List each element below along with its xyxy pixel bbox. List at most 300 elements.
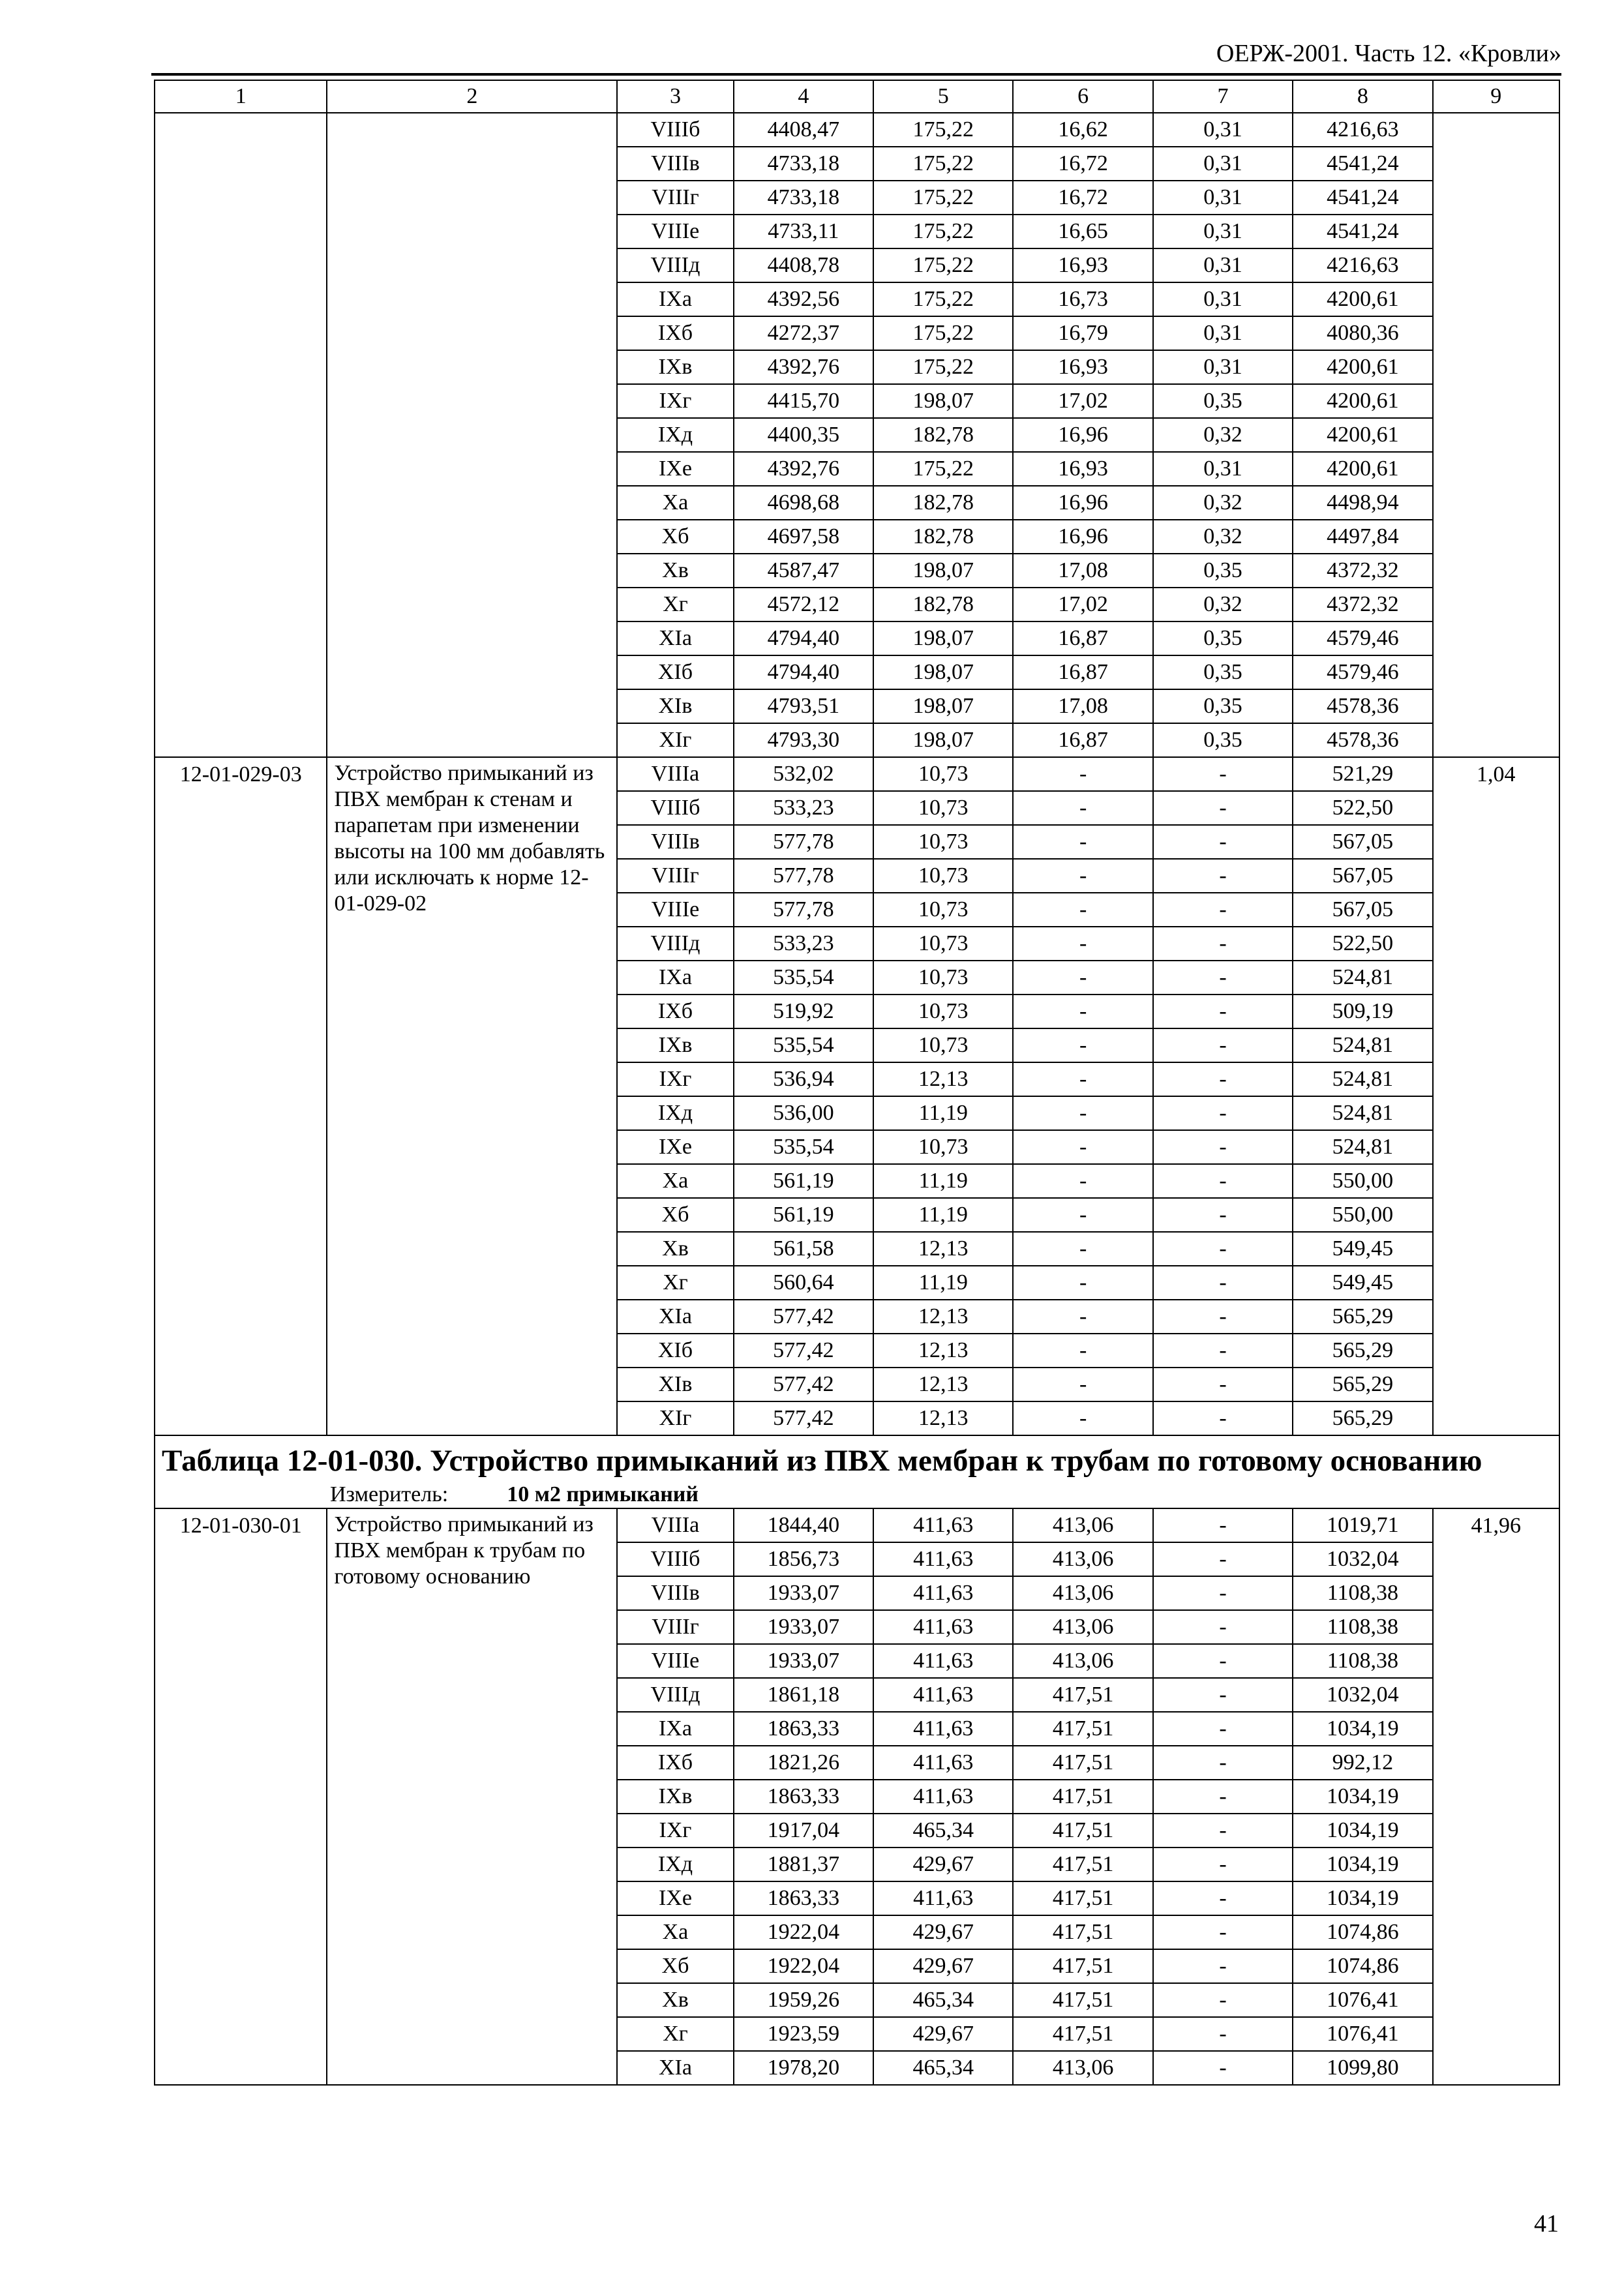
wages-cell: 12,13 (873, 1334, 1013, 1368)
machinery-cell: - (1013, 1028, 1152, 1062)
machinery-cell: 16,72 (1013, 147, 1152, 181)
direct-cost-cell: 4272,37 (734, 316, 873, 350)
machinery-cell: 417,51 (1013, 1814, 1152, 1848)
section-title: Таблица 12-01-030. Устройство примыканий из ПВХ мембран к трубам по готовому основанию (162, 1444, 1482, 1478)
wages-cell: 11,19 (873, 1096, 1013, 1130)
region-cell: VIIIб (617, 1542, 733, 1576)
machinery-cell: - (1013, 1334, 1152, 1368)
operator-wages-cell: 0,31 (1153, 215, 1293, 248)
direct-cost-cell: 4793,30 (734, 723, 873, 757)
operator-wages-cell: - (1153, 1983, 1293, 2017)
machinery-cell: 16,93 (1013, 248, 1152, 282)
direct-cost-cell: 4587,47 (734, 554, 873, 588)
region-cell: XIв (617, 689, 733, 723)
operator-wages-cell: - (1153, 2017, 1293, 2051)
direct-cost-cell: 535,54 (734, 1130, 873, 1164)
machinery-cell: 417,51 (1013, 2017, 1152, 2051)
machinery-cell: 16,93 (1013, 350, 1152, 384)
region-cell: IXг (617, 384, 733, 418)
column-number: 7 (1153, 80, 1293, 113)
operator-wages-cell: - (1153, 1300, 1293, 1334)
region-cell: IXе (617, 1881, 733, 1915)
wages-cell: 429,67 (873, 1848, 1013, 1881)
machinery-cell: 417,51 (1013, 1746, 1152, 1780)
region-cell: XIб (617, 1334, 733, 1368)
region-cell: XIа (617, 1300, 733, 1334)
wages-cell: 411,63 (873, 1712, 1013, 1746)
wages-cell: 12,13 (873, 1300, 1013, 1334)
region-cell: IXв (617, 1028, 733, 1062)
materials-cell: 4372,32 (1293, 554, 1432, 588)
table-body-second (155, 1508, 1559, 2085)
region-cell: IXб (617, 1746, 733, 1780)
region-cell: VIIIб (617, 113, 733, 147)
direct-cost-cell: 1933,07 (734, 1610, 873, 1644)
machinery-cell: - (1013, 1266, 1152, 1300)
direct-cost-cell: 577,42 (734, 1334, 873, 1368)
wages-cell: 465,34 (873, 2051, 1013, 2085)
operator-wages-cell: - (1153, 825, 1293, 859)
direct-cost-cell: 4408,47 (734, 113, 873, 147)
machinery-cell: - (1013, 1130, 1152, 1164)
operator-wages-cell: - (1153, 893, 1293, 927)
wages-cell: 175,22 (873, 113, 1013, 147)
direct-cost-cell: 1933,07 (734, 1576, 873, 1610)
operator-wages-cell: - (1153, 1232, 1293, 1266)
labor-cost-cell (1433, 113, 1559, 757)
machinery-cell: 16,96 (1013, 520, 1152, 554)
direct-cost-cell: 4408,78 (734, 248, 873, 282)
wages-cell: 10,73 (873, 859, 1013, 893)
machinery-cell: 16,96 (1013, 418, 1152, 452)
machinery-cell: 16,72 (1013, 181, 1152, 215)
region-cell: VIIIа (617, 757, 733, 791)
materials-cell: 522,50 (1293, 791, 1432, 825)
wages-cell: 10,73 (873, 791, 1013, 825)
direct-cost-cell: 4392,76 (734, 452, 873, 486)
materials-cell: 565,29 (1293, 1334, 1432, 1368)
region-cell: Xа (617, 1915, 733, 1949)
operator-wages-cell: 0,35 (1153, 723, 1293, 757)
materials-cell: 4200,61 (1293, 384, 1432, 418)
machinery-cell: 16,87 (1013, 655, 1152, 689)
wages-cell: 411,63 (873, 1780, 1013, 1814)
wages-cell: 411,63 (873, 1542, 1013, 1576)
direct-cost-cell: 1933,07 (734, 1644, 873, 1678)
region-cell: Xб (617, 520, 733, 554)
wages-cell: 411,63 (873, 1644, 1013, 1678)
materials-cell: 567,05 (1293, 893, 1432, 927)
operator-wages-cell: 0,32 (1153, 486, 1293, 520)
machinery-cell: 16,87 (1013, 723, 1152, 757)
direct-cost-cell: 4733,18 (734, 181, 873, 215)
materials-cell: 1074,86 (1293, 1915, 1432, 1949)
table-row (155, 113, 1559, 147)
region-cell: VIIIв (617, 1576, 733, 1610)
direct-cost-cell: 1844,40 (734, 1508, 873, 1542)
region-cell: Xа (617, 1164, 733, 1198)
region-cell: VIIIг (617, 859, 733, 893)
operator-wages-cell: - (1153, 1130, 1293, 1164)
column-number-row (155, 80, 1559, 113)
materials-cell: 4541,24 (1293, 181, 1432, 215)
region-cell: IXа (617, 282, 733, 316)
machinery-cell: 17,02 (1013, 588, 1152, 621)
wages-cell: 198,07 (873, 621, 1013, 655)
wages-cell: 429,67 (873, 2017, 1013, 2051)
machinery-cell: 413,06 (1013, 1508, 1152, 1542)
machinery-cell: - (1013, 961, 1152, 995)
region-cell: IXв (617, 1780, 733, 1814)
machinery-cell: 417,51 (1013, 1983, 1152, 2017)
region-cell: IXд (617, 1096, 733, 1130)
machinery-cell: 16,62 (1013, 113, 1152, 147)
norm-description-cell (327, 113, 617, 757)
machinery-cell: - (1013, 1368, 1152, 1401)
wages-cell: 182,78 (873, 486, 1013, 520)
direct-cost-cell: 577,42 (734, 1300, 873, 1334)
table-row (155, 1508, 1559, 1542)
wages-cell: 10,73 (873, 1130, 1013, 1164)
materials-cell: 1034,19 (1293, 1780, 1432, 1814)
direct-cost-cell: 1821,26 (734, 1746, 873, 1780)
direct-cost-cell: 577,78 (734, 825, 873, 859)
operator-wages-cell: - (1153, 1508, 1293, 1542)
region-cell: VIIIа (617, 1508, 733, 1542)
region-cell: Xб (617, 1949, 733, 1983)
materials-cell: 4372,32 (1293, 588, 1432, 621)
page-header: ОЕРЖ-2001. Часть 12. «Кровли» (1216, 40, 1561, 67)
wages-cell: 175,22 (873, 452, 1013, 486)
materials-cell: 565,29 (1293, 1401, 1432, 1435)
region-cell: VIIIг (617, 1610, 733, 1644)
norm-code-cell: 12-01-030-01 (155, 1508, 327, 2085)
wages-cell: 10,73 (873, 893, 1013, 927)
direct-cost-cell: 1861,18 (734, 1678, 873, 1712)
section-cell (155, 1435, 1559, 1508)
machinery-cell: 413,06 (1013, 1610, 1152, 1644)
direct-cost-cell: 4392,56 (734, 282, 873, 316)
materials-cell: 4200,61 (1293, 350, 1432, 384)
wages-cell: 12,13 (873, 1232, 1013, 1266)
machinery-cell: 16,87 (1013, 621, 1152, 655)
column-number: 8 (1293, 80, 1432, 113)
norm-description-cell: Устройство примыканий из ПВХ мембран к трубам по готовому основанию (327, 1508, 617, 2085)
operator-wages-cell: - (1153, 791, 1293, 825)
rates-table-sheet (154, 80, 1560, 2086)
wages-cell: 198,07 (873, 554, 1013, 588)
direct-cost-cell: 4793,51 (734, 689, 873, 723)
machinery-cell: 417,51 (1013, 1848, 1152, 1881)
materials-cell: 4200,61 (1293, 418, 1432, 452)
region-cell: IXе (617, 452, 733, 486)
materials-cell: 1099,80 (1293, 2051, 1432, 2085)
wages-cell: 465,34 (873, 1814, 1013, 1848)
machinery-cell: - (1013, 1062, 1152, 1096)
operator-wages-cell: 0,32 (1153, 588, 1293, 621)
machinery-cell: - (1013, 1300, 1152, 1334)
operator-wages-cell: 0,35 (1153, 554, 1293, 588)
operator-wages-cell: 0,31 (1153, 350, 1293, 384)
region-cell: VIIIв (617, 825, 733, 859)
materials-cell: 1074,86 (1293, 1949, 1432, 1983)
materials-cell: 550,00 (1293, 1164, 1432, 1198)
operator-wages-cell: 0,35 (1153, 655, 1293, 689)
materials-cell: 567,05 (1293, 859, 1432, 893)
machinery-cell: 16,79 (1013, 316, 1152, 350)
operator-wages-cell: - (1153, 859, 1293, 893)
operator-wages-cell: 0,31 (1153, 452, 1293, 486)
wages-cell: 10,73 (873, 961, 1013, 995)
materials-cell: 1076,41 (1293, 2017, 1432, 2051)
materials-cell: 4200,61 (1293, 282, 1432, 316)
direct-cost-cell: 1881,37 (734, 1848, 873, 1881)
labor-cost-cell: 1,04 (1433, 757, 1559, 1435)
wages-cell: 175,22 (873, 181, 1013, 215)
materials-cell: 549,45 (1293, 1266, 1432, 1300)
wages-cell: 10,73 (873, 757, 1013, 791)
direct-cost-cell: 577,42 (734, 1401, 873, 1435)
materials-cell: 4498,94 (1293, 486, 1432, 520)
region-cell: VIIIв (617, 147, 733, 181)
norm-code-cell: 12-01-029-03 (155, 757, 327, 1435)
machinery-cell: 17,08 (1013, 689, 1152, 723)
wages-cell: 11,19 (873, 1164, 1013, 1198)
materials-cell: 524,81 (1293, 1096, 1432, 1130)
operator-wages-cell: - (1153, 1096, 1293, 1130)
rates-table (154, 80, 1560, 2086)
machinery-cell: - (1013, 859, 1152, 893)
region-cell: IXб (617, 316, 733, 350)
region-cell: IXе (617, 1130, 733, 1164)
column-number: 3 (617, 80, 733, 113)
region-cell: VIIIд (617, 927, 733, 961)
direct-cost-cell: 535,54 (734, 961, 873, 995)
materials-cell: 550,00 (1293, 1198, 1432, 1232)
section-row (155, 1435, 1559, 1508)
region-cell: VIIIд (617, 248, 733, 282)
materials-cell: 549,45 (1293, 1232, 1432, 1266)
materials-cell: 567,05 (1293, 825, 1432, 859)
materials-cell: 1032,04 (1293, 1542, 1432, 1576)
direct-cost-cell: 533,23 (734, 791, 873, 825)
machinery-cell: 417,51 (1013, 1949, 1152, 1983)
materials-cell: 1076,41 (1293, 1983, 1432, 2017)
page-number: 41 (1534, 2210, 1559, 2237)
machinery-cell: - (1013, 995, 1152, 1028)
section-unit (330, 1482, 1552, 1508)
operator-wages-cell: - (1153, 1949, 1293, 1983)
machinery-cell: - (1013, 825, 1152, 859)
region-cell: IXг (617, 1814, 733, 1848)
wages-cell: 198,07 (873, 689, 1013, 723)
wages-cell: 12,13 (873, 1368, 1013, 1401)
materials-cell: 4578,36 (1293, 689, 1432, 723)
region-cell: XIг (617, 723, 733, 757)
region-cell: XIг (617, 1401, 733, 1435)
region-cell: IXа (617, 1712, 733, 1746)
region-cell: Xв (617, 1983, 733, 2017)
table-body (155, 80, 1559, 1435)
region-cell: IXа (617, 961, 733, 995)
wages-cell: 411,63 (873, 1746, 1013, 1780)
machinery-cell: 413,06 (1013, 1542, 1152, 1576)
materials-cell: 4216,63 (1293, 248, 1432, 282)
materials-cell: 521,29 (1293, 757, 1432, 791)
machinery-cell: 16,93 (1013, 452, 1152, 486)
direct-cost-cell: 4415,70 (734, 384, 873, 418)
norm-description-cell: Устройство примыканий из ПВХ мембран к стенам и парапетам при изменении высоты на 100 мм добавлять или исключать к норме 12-01-029-02 (327, 757, 617, 1435)
materials-cell: 1019,71 (1293, 1508, 1432, 1542)
direct-cost-cell: 1922,04 (734, 1915, 873, 1949)
materials-cell: 4497,84 (1293, 520, 1432, 554)
region-cell: Xг (617, 588, 733, 621)
wages-cell: 429,67 (873, 1949, 1013, 1983)
materials-cell: 4541,24 (1293, 147, 1432, 181)
column-number: 2 (327, 80, 617, 113)
machinery-cell: 413,06 (1013, 1644, 1152, 1678)
materials-cell: 565,29 (1293, 1368, 1432, 1401)
machinery-cell: - (1013, 791, 1152, 825)
operator-wages-cell: - (1153, 1848, 1293, 1881)
operator-wages-cell: 0,32 (1153, 418, 1293, 452)
region-cell: XIа (617, 2051, 733, 2085)
region-cell: VIIIе (617, 893, 733, 927)
wages-cell: 12,13 (873, 1401, 1013, 1435)
wages-cell: 182,78 (873, 418, 1013, 452)
region-cell: VIIIб (617, 791, 733, 825)
machinery-cell: 17,08 (1013, 554, 1152, 588)
operator-wages-cell: - (1153, 1028, 1293, 1062)
materials-cell: 524,81 (1293, 961, 1432, 995)
region-cell: XIв (617, 1368, 733, 1401)
wages-cell: 198,07 (873, 384, 1013, 418)
machinery-cell: 417,51 (1013, 1881, 1152, 1915)
direct-cost-cell: 4733,11 (734, 215, 873, 248)
direct-cost-cell: 560,64 (734, 1266, 873, 1300)
operator-wages-cell: - (1153, 1881, 1293, 1915)
operator-wages-cell: - (1153, 1198, 1293, 1232)
direct-cost-cell: 1978,20 (734, 2051, 873, 2085)
operator-wages-cell: 0,31 (1153, 316, 1293, 350)
wages-cell: 411,63 (873, 1678, 1013, 1712)
table-row (155, 757, 1559, 791)
operator-wages-cell: - (1153, 1814, 1293, 1848)
region-cell: VIIIг (617, 181, 733, 215)
direct-cost-cell: 536,94 (734, 1062, 873, 1096)
unit-value: 10 м2 примыканий (507, 1482, 699, 1506)
direct-cost-cell: 4733,18 (734, 147, 873, 181)
region-cell: Xв (617, 554, 733, 588)
operator-wages-cell: 0,31 (1153, 181, 1293, 215)
operator-wages-cell: - (1153, 1401, 1293, 1435)
materials-cell: 524,81 (1293, 1130, 1432, 1164)
wages-cell: 10,73 (873, 825, 1013, 859)
direct-cost-cell: 577,78 (734, 859, 873, 893)
materials-cell: 1034,19 (1293, 1848, 1432, 1881)
column-number: 5 (873, 80, 1013, 113)
direct-cost-cell: 535,54 (734, 1028, 873, 1062)
operator-wages-cell: 0,31 (1153, 147, 1293, 181)
direct-cost-cell: 1863,33 (734, 1881, 873, 1915)
wages-cell: 465,34 (873, 1983, 1013, 2017)
materials-cell: 524,81 (1293, 1028, 1432, 1062)
direct-cost-cell: 1863,33 (734, 1712, 873, 1746)
operator-wages-cell: - (1153, 1334, 1293, 1368)
operator-wages-cell: - (1153, 2051, 1293, 2085)
operator-wages-cell: - (1153, 757, 1293, 791)
operator-wages-cell: - (1153, 1678, 1293, 1712)
direct-cost-cell: 4698,68 (734, 486, 873, 520)
machinery-cell: 17,02 (1013, 384, 1152, 418)
region-cell: IXб (617, 995, 733, 1028)
region-cell: Xг (617, 1266, 733, 1300)
region-cell: Xа (617, 486, 733, 520)
labor-cost-cell: 41,96 (1433, 1508, 1559, 2085)
region-cell: IXв (617, 350, 733, 384)
column-number: 6 (1013, 80, 1152, 113)
wages-cell: 411,63 (873, 1576, 1013, 1610)
materials-cell: 1032,04 (1293, 1678, 1432, 1712)
materials-cell: 1034,19 (1293, 1712, 1432, 1746)
region-cell: XIб (617, 655, 733, 689)
direct-cost-cell: 561,58 (734, 1232, 873, 1266)
wages-cell: 175,22 (873, 316, 1013, 350)
wages-cell: 175,22 (873, 147, 1013, 181)
direct-cost-cell: 1923,59 (734, 2017, 873, 2051)
wages-cell: 411,63 (873, 1508, 1013, 1542)
column-number: 9 (1433, 80, 1559, 113)
region-cell: VIIIе (617, 1644, 733, 1678)
region-cell: XIа (617, 621, 733, 655)
direct-cost-cell: 1922,04 (734, 1949, 873, 1983)
machinery-cell: 417,51 (1013, 1915, 1152, 1949)
machinery-cell: - (1013, 1164, 1152, 1198)
region-cell: IXг (617, 1062, 733, 1096)
machinery-cell: 413,06 (1013, 2051, 1152, 2085)
wages-cell: 182,78 (873, 588, 1013, 621)
materials-cell: 565,29 (1293, 1300, 1432, 1334)
header-rule (151, 73, 1561, 76)
direct-cost-cell: 536,00 (734, 1096, 873, 1130)
direct-cost-cell: 4697,58 (734, 520, 873, 554)
region-cell: IXд (617, 1848, 733, 1881)
region-cell: VIIIд (617, 1678, 733, 1712)
operator-wages-cell: - (1153, 1368, 1293, 1401)
operator-wages-cell: 0,31 (1153, 113, 1293, 147)
operator-wages-cell: - (1153, 961, 1293, 995)
operator-wages-cell: - (1153, 1746, 1293, 1780)
machinery-cell: 417,51 (1013, 1780, 1152, 1814)
materials-cell: 1108,38 (1293, 1576, 1432, 1610)
operator-wages-cell: 0,35 (1153, 621, 1293, 655)
materials-cell: 1034,19 (1293, 1814, 1432, 1848)
machinery-cell: 417,51 (1013, 1678, 1152, 1712)
machinery-cell: 16,73 (1013, 282, 1152, 316)
machinery-cell: - (1013, 1401, 1152, 1435)
wages-cell: 175,22 (873, 248, 1013, 282)
direct-cost-cell: 519,92 (734, 995, 873, 1028)
materials-cell: 1034,19 (1293, 1881, 1432, 1915)
direct-cost-cell: 4392,76 (734, 350, 873, 384)
direct-cost-cell: 1917,04 (734, 1814, 873, 1848)
direct-cost-cell: 561,19 (734, 1198, 873, 1232)
direct-cost-cell: 1856,73 (734, 1542, 873, 1576)
wages-cell: 175,22 (873, 215, 1013, 248)
operator-wages-cell: - (1153, 927, 1293, 961)
wages-cell: 11,19 (873, 1198, 1013, 1232)
materials-cell: 4216,63 (1293, 113, 1432, 147)
